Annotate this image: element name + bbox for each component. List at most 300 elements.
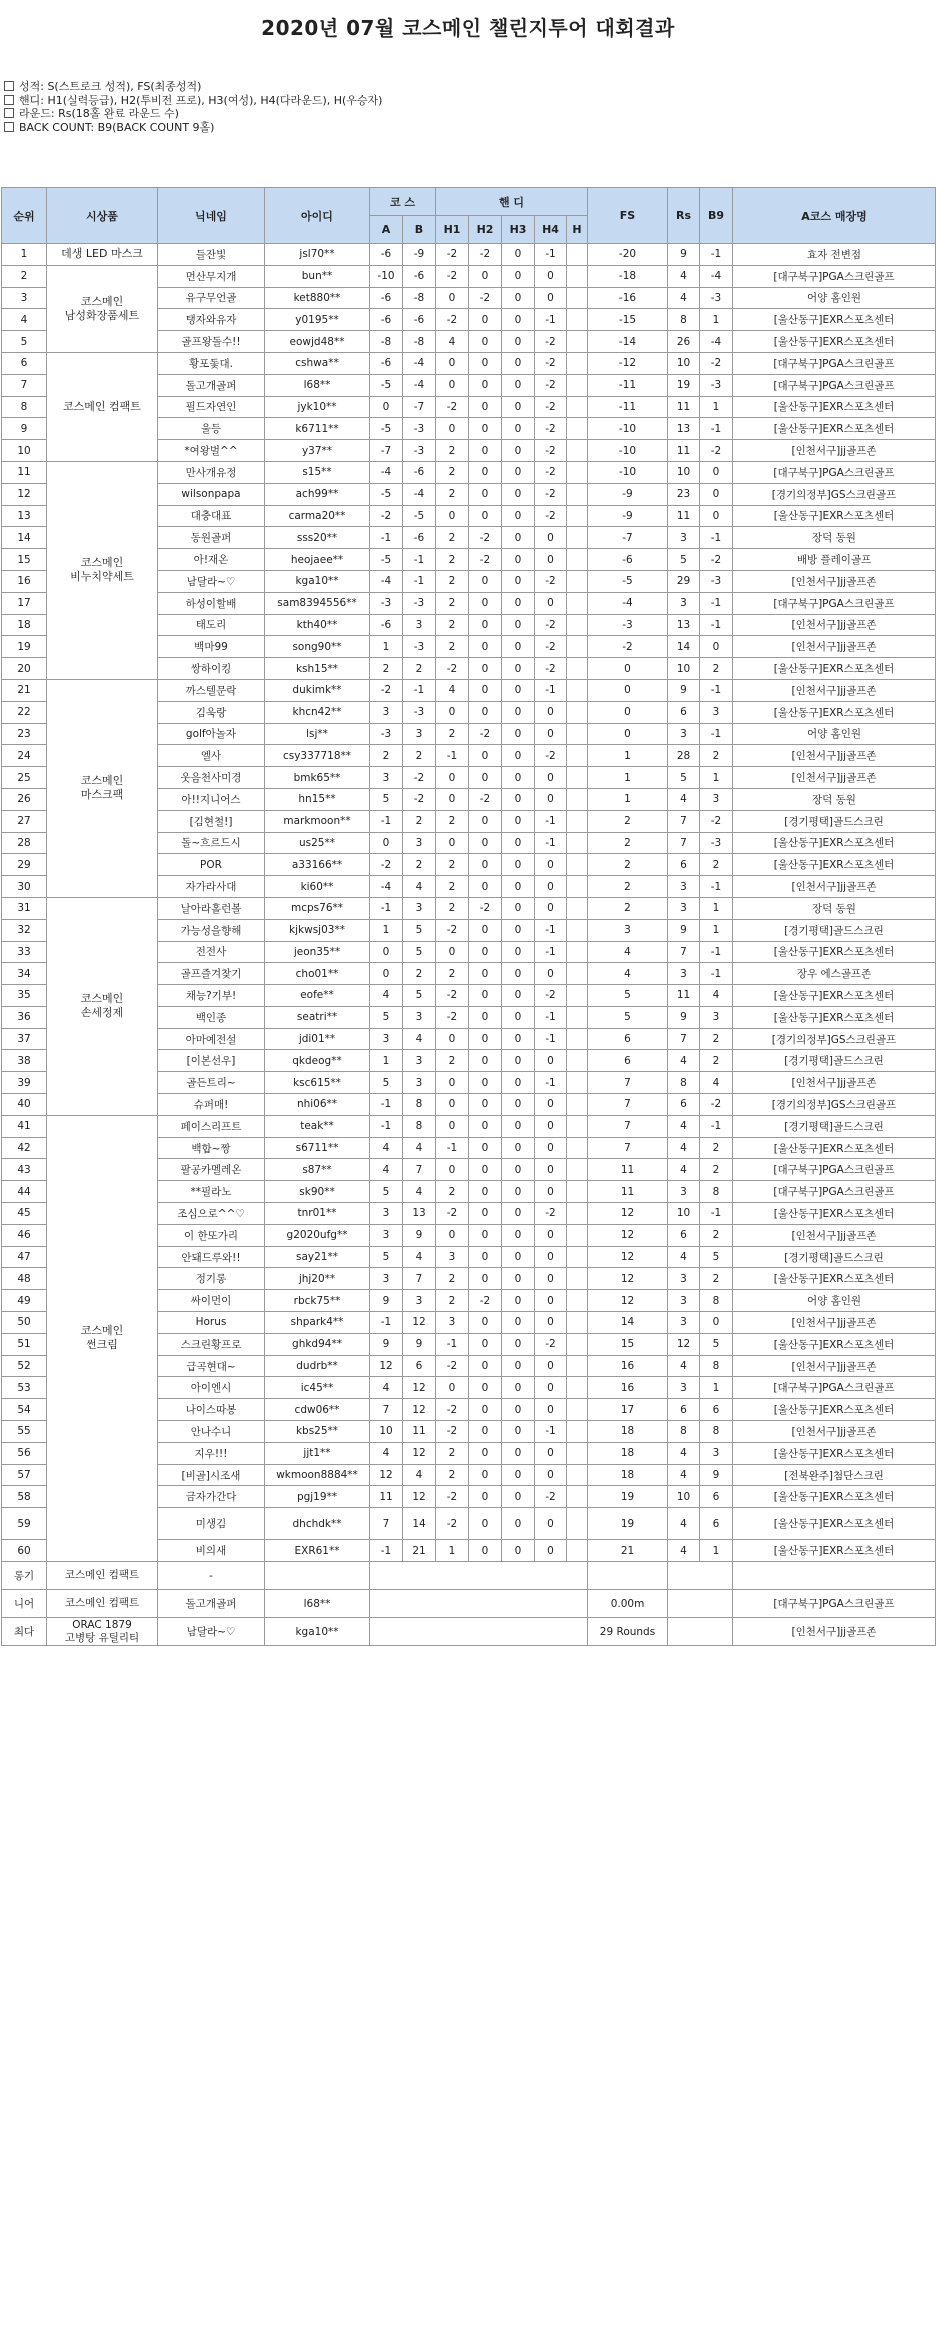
h2-cell: -2	[469, 549, 502, 571]
h-cell	[567, 592, 588, 614]
h2-cell: 0	[469, 396, 502, 418]
fs-cell: -18	[588, 265, 668, 287]
fs-cell: 12	[588, 1290, 668, 1312]
fs-cell: 2	[588, 876, 668, 898]
h2-cell: 0	[469, 876, 502, 898]
h4-cell: 0	[535, 767, 567, 789]
b9-cell: 1	[700, 1377, 733, 1399]
h3-cell: 0	[502, 331, 535, 353]
b9-cell: 2	[700, 1159, 733, 1181]
course-a-cell: -6	[370, 352, 403, 374]
h1-cell: -2	[436, 1355, 469, 1377]
award-fs-cell	[588, 1562, 668, 1590]
rs-cell: 4	[668, 1050, 700, 1072]
store-cell: [인천서구]jj골프존	[733, 614, 936, 636]
h-cell	[567, 1203, 588, 1225]
h3-cell: 0	[502, 1312, 535, 1334]
h4-cell: -2	[535, 1486, 567, 1508]
h2-cell: 0	[469, 1399, 502, 1421]
rank-cell: 52	[2, 1355, 47, 1377]
fs-cell: -3	[588, 614, 668, 636]
rs-cell: 9	[668, 679, 700, 701]
legend-handi: 핸디: H1(실력등급), H2(투비전 프로), H3(여성), H4(다라운드), H(우승자)	[4, 94, 382, 108]
header-h2: H2	[469, 216, 502, 244]
h4-cell: -2	[535, 636, 567, 658]
course-b-cell: 6	[403, 1355, 436, 1377]
rs-cell: 4	[668, 1442, 700, 1464]
h1-cell: -1	[436, 1137, 469, 1159]
rs-cell: 11	[668, 440, 700, 462]
h-cell	[567, 767, 588, 789]
course-a-cell: 0	[370, 941, 403, 963]
b9-cell: -1	[700, 963, 733, 985]
b9-cell: 1	[700, 919, 733, 941]
h3-cell: 0	[502, 352, 535, 374]
store-cell: [울산동구]EXR스포츠센터	[733, 331, 936, 353]
rs-cell: 6	[668, 701, 700, 723]
rs-cell: 28	[668, 745, 700, 767]
course-a-cell: 5	[370, 1181, 403, 1203]
course-b-cell: -3	[403, 701, 436, 723]
h3-cell: 0	[502, 1246, 535, 1268]
h1-cell: -2	[436, 396, 469, 418]
award-empty-cell	[370, 1590, 588, 1618]
rank-cell: 28	[2, 832, 47, 854]
h2-cell: 0	[469, 1268, 502, 1290]
id-cell: rbck75**	[265, 1290, 370, 1312]
h-cell	[567, 1072, 588, 1094]
h-cell	[567, 244, 588, 266]
header-id: 아이디	[265, 188, 370, 244]
nickname-cell: *여왕벌^^	[158, 440, 265, 462]
h-cell	[567, 614, 588, 636]
rs-cell: 9	[668, 919, 700, 941]
rs-cell: 14	[668, 636, 700, 658]
h2-cell: 0	[469, 483, 502, 505]
course-b-cell: -1	[403, 679, 436, 701]
b9-cell: 8	[700, 1355, 733, 1377]
h3-cell: 0	[502, 767, 535, 789]
nickname-cell: 정기롱	[158, 1268, 265, 1290]
nickname-cell: 안나수니	[158, 1421, 265, 1443]
h3-cell: 0	[502, 396, 535, 418]
fs-cell: 12	[588, 1268, 668, 1290]
b9-cell: 0	[700, 461, 733, 483]
rank-cell: 44	[2, 1181, 47, 1203]
h1-cell: 2	[436, 570, 469, 592]
rank-cell: 41	[2, 1115, 47, 1137]
h-cell	[567, 723, 588, 745]
h1-cell: 0	[436, 1159, 469, 1181]
id-cell: ksc615**	[265, 1072, 370, 1094]
header-fs: FS	[588, 188, 668, 244]
award-row	[2, 1590, 936, 1618]
id-cell: mcps76**	[265, 897, 370, 919]
h1-cell: 2	[436, 483, 469, 505]
h1-cell: -2	[436, 658, 469, 680]
store-cell: [대구북구]PGA스크린골프	[733, 1181, 936, 1203]
h1-cell: 3	[436, 1312, 469, 1334]
id-cell: ghkd94**	[265, 1333, 370, 1355]
h-cell	[567, 1508, 588, 1540]
store-cell: [울산동구]EXR스포츠센터	[733, 658, 936, 680]
h3-cell: 0	[502, 287, 535, 309]
nickname-cell: 팔공카멜레온	[158, 1159, 265, 1181]
h-cell	[567, 1159, 588, 1181]
h1-cell: 2	[436, 963, 469, 985]
h4-cell: -2	[535, 483, 567, 505]
store-cell: 장덕 동원	[733, 527, 936, 549]
h2-cell: 0	[469, 352, 502, 374]
h-cell	[567, 374, 588, 396]
b9-cell: 8	[700, 1181, 733, 1203]
h1-cell: -2	[436, 1486, 469, 1508]
b9-cell: -3	[700, 287, 733, 309]
nickname-cell: 태도리	[158, 614, 265, 636]
fs-cell: 1	[588, 788, 668, 810]
fs-cell: 17	[588, 1399, 668, 1421]
h3-cell: 0	[502, 897, 535, 919]
h1-cell: 0	[436, 374, 469, 396]
h-cell	[567, 1399, 588, 1421]
nickname-cell: 까스텔문락	[158, 679, 265, 701]
h3-cell: 0	[502, 592, 535, 614]
h2-cell: 0	[469, 658, 502, 680]
course-a-cell: 1	[370, 1050, 403, 1072]
fs-cell: 7	[588, 1115, 668, 1137]
rank-cell: 24	[2, 745, 47, 767]
rank-cell: 3	[2, 287, 47, 309]
nickname-cell: 아마예전설	[158, 1028, 265, 1050]
fs-cell: 12	[588, 1246, 668, 1268]
id-cell: csy337718**	[265, 745, 370, 767]
h4-cell: 0	[535, 1508, 567, 1540]
header-rank: 순위	[2, 188, 47, 244]
h2-cell: -2	[469, 1290, 502, 1312]
b9-cell: 2	[700, 745, 733, 767]
h3-cell: 0	[502, 658, 535, 680]
h-cell	[567, 1246, 588, 1268]
course-a-cell: -2	[370, 679, 403, 701]
nickname-cell: 이 한또가리	[158, 1224, 265, 1246]
h-cell	[567, 701, 588, 723]
store-cell: [경기평택]골드스크린	[733, 1246, 936, 1268]
h2-cell: 0	[469, 461, 502, 483]
rs-cell: 3	[668, 1377, 700, 1399]
rs-cell: 8	[668, 1421, 700, 1443]
course-b-cell: -9	[403, 244, 436, 266]
course-b-cell: 2	[403, 810, 436, 832]
nickname-cell: 채능?기부!	[158, 985, 265, 1007]
h4-cell: -2	[535, 745, 567, 767]
h-cell	[567, 1333, 588, 1355]
nickname-cell: 조심으로^^♡	[158, 1203, 265, 1225]
h-cell	[567, 876, 588, 898]
store-cell: [인천서구]jj골프존	[733, 636, 936, 658]
nickname-cell: Horus	[158, 1312, 265, 1334]
rs-cell: 10	[668, 352, 700, 374]
h1-cell: -2	[436, 1508, 469, 1540]
h-cell	[567, 810, 588, 832]
rs-cell: 7	[668, 941, 700, 963]
course-a-cell: -2	[370, 854, 403, 876]
store-cell: [울산동구]EXR스포츠센터	[733, 309, 936, 331]
course-a-cell: -6	[370, 309, 403, 331]
b9-cell: 3	[700, 788, 733, 810]
store-cell: [인천서구]jj골프존	[733, 440, 936, 462]
award-prize-cell: 코스메인 컴팩트	[47, 1590, 158, 1618]
b9-cell: 0	[700, 483, 733, 505]
id-cell: a33166**	[265, 854, 370, 876]
h2-cell: 0	[469, 1137, 502, 1159]
h4-cell: -2	[535, 352, 567, 374]
h4-cell: 0	[535, 1224, 567, 1246]
rs-cell: 4	[668, 1464, 700, 1486]
id-cell: lsj**	[265, 723, 370, 745]
fs-cell: 2	[588, 897, 668, 919]
store-cell: 효자 전변점	[733, 244, 936, 266]
h3-cell: 0	[502, 636, 535, 658]
h3-cell: 0	[502, 374, 535, 396]
id-cell: teak**	[265, 1115, 370, 1137]
fs-cell: 11	[588, 1159, 668, 1181]
course-a-cell: -5	[370, 374, 403, 396]
nickname-cell: **필라노	[158, 1181, 265, 1203]
fs-cell: 11	[588, 1181, 668, 1203]
nickname-cell: 골든트리~	[158, 1072, 265, 1094]
h2-cell: -2	[469, 723, 502, 745]
fs-cell: -10	[588, 461, 668, 483]
b9-cell: -1	[700, 244, 733, 266]
course-a-cell: 10	[370, 1421, 403, 1443]
nickname-cell: 백마99	[158, 636, 265, 658]
b9-cell: 0	[700, 636, 733, 658]
store-cell: [울산동구]EXR스포츠센터	[733, 1268, 936, 1290]
fs-cell: 2	[588, 832, 668, 854]
award-store-cell: [대구북구]PGA스크린골프	[733, 1590, 936, 1618]
course-b-cell: 3	[403, 723, 436, 745]
award-row	[2, 1562, 936, 1590]
b9-cell: -3	[700, 570, 733, 592]
h3-cell: 0	[502, 505, 535, 527]
course-b-cell: -4	[403, 483, 436, 505]
h3-cell: 0	[502, 745, 535, 767]
h-cell	[567, 1464, 588, 1486]
course-a-cell: -3	[370, 723, 403, 745]
h2-cell: 0	[469, 1224, 502, 1246]
rank-cell: 46	[2, 1224, 47, 1246]
h1-cell: 0	[436, 418, 469, 440]
rank-cell: 40	[2, 1094, 47, 1116]
rank-cell: 42	[2, 1137, 47, 1159]
course-b-cell: 3	[403, 1290, 436, 1312]
award-prize-cell: 코스메인 컴팩트	[47, 1562, 158, 1590]
id-cell: jsl70**	[265, 244, 370, 266]
store-cell: [대구북구]PGA스크린골프	[733, 374, 936, 396]
store-cell: [울산동구]EXR스포츠센터	[733, 1508, 936, 1540]
table-row	[2, 244, 936, 266]
store-cell: [인천서구]jj골프존	[733, 570, 936, 592]
fs-cell: 15	[588, 1333, 668, 1355]
h3-cell: 0	[502, 440, 535, 462]
id-cell: EXR61**	[265, 1540, 370, 1562]
nickname-cell: 돌~흐르드시	[158, 832, 265, 854]
store-cell: [대구북구]PGA스크린골프	[733, 1159, 936, 1181]
nickname-cell: 유구무언골	[158, 287, 265, 309]
rank-cell: 58	[2, 1486, 47, 1508]
h3-cell: 0	[502, 483, 535, 505]
h4-cell: -2	[535, 374, 567, 396]
course-a-cell: -4	[370, 876, 403, 898]
header-rs: Rs	[668, 188, 700, 244]
award-empty-cell	[668, 1590, 733, 1618]
course-b-cell: 4	[403, 1137, 436, 1159]
h2-cell: 0	[469, 1094, 502, 1116]
b9-cell: -1	[700, 418, 733, 440]
h2-cell: 0	[469, 505, 502, 527]
h2-cell: 0	[469, 1355, 502, 1377]
course-a-cell: -1	[370, 1312, 403, 1334]
rank-cell: 56	[2, 1442, 47, 1464]
course-b-cell: 5	[403, 941, 436, 963]
h1-cell: -2	[436, 919, 469, 941]
rank-cell: 27	[2, 810, 47, 832]
award-empty-cell	[370, 1562, 588, 1590]
store-cell: [대구북구]PGA스크린골프	[733, 461, 936, 483]
fs-cell: -15	[588, 309, 668, 331]
fs-cell: 18	[588, 1442, 668, 1464]
h1-cell: 2	[436, 876, 469, 898]
h-cell	[567, 832, 588, 854]
rs-cell: 3	[668, 897, 700, 919]
h2-cell: 0	[469, 331, 502, 353]
course-a-cell: 2	[370, 658, 403, 680]
course-a-cell: 5	[370, 1006, 403, 1028]
id-cell: kga10**	[265, 570, 370, 592]
course-a-cell: -1	[370, 527, 403, 549]
course-a-cell: 4	[370, 1137, 403, 1159]
h-cell	[567, 1137, 588, 1159]
rank-cell: 14	[2, 527, 47, 549]
h2-cell: 0	[469, 1072, 502, 1094]
b9-cell: -2	[700, 1094, 733, 1116]
rs-cell: 4	[668, 265, 700, 287]
rs-cell: 12	[668, 1333, 700, 1355]
h4-cell: -1	[535, 679, 567, 701]
b9-cell: -1	[700, 679, 733, 701]
h3-cell: 0	[502, 1399, 535, 1421]
h1-cell: -2	[436, 265, 469, 287]
h-cell	[567, 1540, 588, 1562]
store-cell: [경기평택]골드스크린	[733, 1050, 936, 1072]
h3-cell: 0	[502, 309, 535, 331]
id-cell: sss20**	[265, 527, 370, 549]
h2-cell: 0	[469, 1464, 502, 1486]
h-cell	[567, 1181, 588, 1203]
h2-cell: 0	[469, 440, 502, 462]
header-prize: 시상품	[47, 188, 158, 244]
course-b-cell: 4	[403, 1464, 436, 1486]
id-cell: eowjd48**	[265, 331, 370, 353]
h-cell	[567, 549, 588, 571]
award-type-cell: 롱기	[2, 1562, 47, 1590]
store-cell: [인천서구]jj골프존	[733, 745, 936, 767]
rank-cell: 11	[2, 461, 47, 483]
course-a-cell: -5	[370, 549, 403, 571]
h2-cell: 0	[469, 1540, 502, 1562]
b9-cell: 4	[700, 985, 733, 1007]
id-cell: ic45**	[265, 1377, 370, 1399]
b9-cell: 1	[700, 396, 733, 418]
course-a-cell: -1	[370, 1540, 403, 1562]
id-cell: seatri**	[265, 1006, 370, 1028]
id-cell: ket880**	[265, 287, 370, 309]
table-row	[2, 897, 936, 919]
h3-cell: 0	[502, 1290, 535, 1312]
h1-cell: 2	[436, 1464, 469, 1486]
h4-cell: 0	[535, 1540, 567, 1562]
b9-cell: 2	[700, 1224, 733, 1246]
fs-cell: 18	[588, 1421, 668, 1443]
header-h1: H1	[436, 216, 469, 244]
h-cell	[567, 527, 588, 549]
store-cell: [울산동구]EXR스포츠센터	[733, 505, 936, 527]
award-store-cell: [인천서구]jj골프존	[733, 1618, 936, 1646]
fs-cell: 4	[588, 941, 668, 963]
h4-cell: 0	[535, 1050, 567, 1072]
h3-cell: 0	[502, 1464, 535, 1486]
h2-cell: 0	[469, 1203, 502, 1225]
nickname-cell: [이본선우]	[158, 1050, 265, 1072]
h-cell	[567, 788, 588, 810]
h4-cell: -1	[535, 1421, 567, 1443]
h4-cell: 0	[535, 1137, 567, 1159]
h-cell	[567, 461, 588, 483]
h2-cell: 0	[469, 1246, 502, 1268]
b9-cell: 5	[700, 1246, 733, 1268]
id-cell: jyk10**	[265, 396, 370, 418]
fs-cell: -10	[588, 418, 668, 440]
h4-cell: 0	[535, 287, 567, 309]
id-cell: heojaee**	[265, 549, 370, 571]
store-cell: [울산동구]EXR스포츠센터	[733, 985, 936, 1007]
rank-cell: 9	[2, 418, 47, 440]
award-empty-cell	[668, 1562, 733, 1590]
id-cell: sam8394556**	[265, 592, 370, 614]
award-fs-cell: 29 Rounds	[588, 1618, 668, 1646]
id-cell: s6711**	[265, 1137, 370, 1159]
h3-cell: 0	[502, 1115, 535, 1137]
id-cell: bmk65**	[265, 767, 370, 789]
header-h3: H3	[502, 216, 535, 244]
rs-cell: 6	[668, 1224, 700, 1246]
fs-cell: -9	[588, 483, 668, 505]
h2-cell: 0	[469, 963, 502, 985]
id-cell: y0195**	[265, 309, 370, 331]
course-b-cell: 8	[403, 1115, 436, 1137]
course-b-cell: -3	[403, 440, 436, 462]
id-cell: shpark4**	[265, 1312, 370, 1334]
course-b-cell: 4	[403, 876, 436, 898]
rs-cell: 13	[668, 418, 700, 440]
store-cell: [대구북구]PGA스크린골프	[733, 352, 936, 374]
b9-cell: 2	[700, 1050, 733, 1072]
rs-cell: 4	[668, 1159, 700, 1181]
id-cell: y37**	[265, 440, 370, 462]
h3-cell: 0	[502, 1333, 535, 1355]
h3-cell: 0	[502, 570, 535, 592]
fs-cell: 0	[588, 658, 668, 680]
